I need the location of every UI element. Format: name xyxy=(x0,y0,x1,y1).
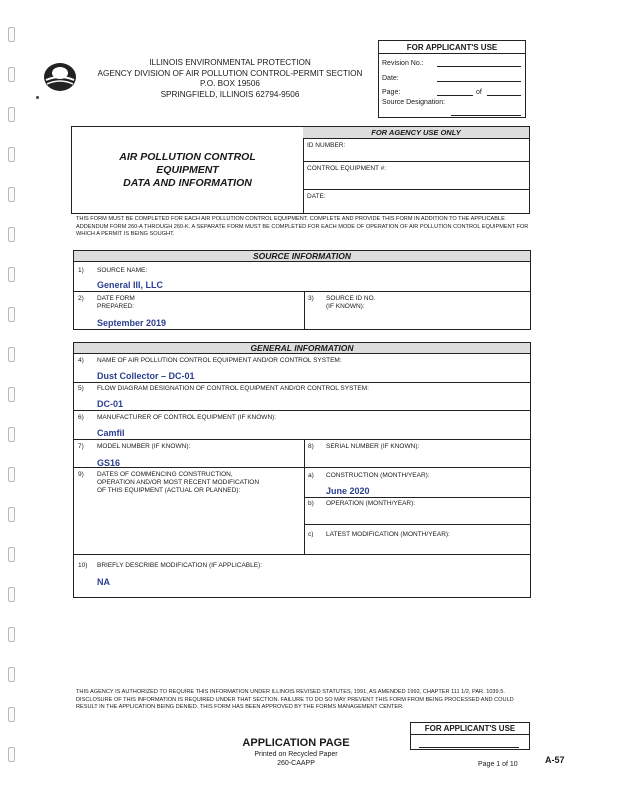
q9a-number: a) xyxy=(308,472,314,479)
source-name-label: SOURCE NAME: xyxy=(97,267,148,274)
flow-diagram-value[interactable]: DC-01 xyxy=(97,399,124,409)
form-title xyxy=(72,151,303,190)
q9c-number: c) xyxy=(308,531,314,538)
footer-applicant-use-box xyxy=(410,722,530,750)
date-prepared-label-line: PREPARED: xyxy=(97,303,135,310)
source-id-label xyxy=(326,295,375,311)
page-total-input[interactable] xyxy=(487,95,521,96)
dot-mark xyxy=(36,96,39,99)
q10-number: 10) xyxy=(78,562,88,569)
latest-modification-label: LATEST MODIFICATION (MONTH/YEAR): xyxy=(326,531,450,538)
general-information-section xyxy=(73,342,531,598)
operation-date-label: OPERATION (MONTH/YEAR): xyxy=(326,500,416,507)
dates-label-line: DATES OF COMMENCING CONSTRUCTION, xyxy=(97,471,233,478)
date-label: Date: xyxy=(382,75,399,82)
dates-label-line: OF THIS EQUIPMENT (ACTUAL OR PLANNED): xyxy=(97,487,241,494)
source-information-section xyxy=(73,250,531,330)
form-title-line: DATA AND INFORMATION xyxy=(123,177,252,189)
general-information-title: GENERAL INFORMATION xyxy=(250,343,354,353)
applicant-use-box xyxy=(378,40,526,118)
binder-hole xyxy=(8,27,15,42)
disclaimer-text: THIS AGENCY IS AUTHORIZED TO REQUIRE THIS INFORMATION UNDER ILLINOIS REVISED STATUTES, 1991, AS AMENDED 1992, CHAPTER 111 1/2, PAR. 1039.5. DISCLOSURE OF THIS INFORMATION IS REQUIRED UNDER THAT SECTION. FAILURE TO DO SO MAY PREVENT THIS FORM FROM BEING PROCESSED AND COULD RESULT IN THE APPLICATION BEING DENIED. THIS FORM HAS BEEN APPROVED BY THE FORMS MANAGEMENT CENTER. xyxy=(76,689,514,710)
binder-hole xyxy=(8,227,15,242)
agency-line: SPRINGFIELD, ILLINOIS 62794-9506 xyxy=(160,89,300,99)
q8-number: 8) xyxy=(308,443,314,450)
source-id-label-line: (IF KNOWN): xyxy=(326,303,365,310)
date-input[interactable] xyxy=(437,81,521,82)
binder-hole xyxy=(8,587,15,602)
q2-number: 2) xyxy=(78,295,84,302)
control-equipment-name-value[interactable]: Dust Collector – DC-01 xyxy=(97,371,195,381)
q9-number: 9) xyxy=(78,471,84,478)
page-input[interactable] xyxy=(437,95,473,96)
binder-hole xyxy=(8,307,15,322)
dates-label xyxy=(97,471,259,495)
binder-hole xyxy=(8,387,15,402)
modification-description-label: BRIEFLY DESCRIBE MODIFICATION (IF APPLICABLE): xyxy=(97,562,263,569)
q5-number: 5) xyxy=(78,385,84,392)
instructions-text: THIS FORM MUST BE COMPLETED FOR EACH AIR POLLUTION CONTROL EQUIPMENT. COMPLETE AND PROVIDE THIS FORM IN ADDITION TO THE APPLICABLE ADDENDUM FORM 260-A THROUGH 260-K. A SEPARATE FORM MUST BE COMPLETED FOR EACH MODE OF OPERATION OF AIR POLLUTION CONTROL EQUIPMENT FOR WHICH A PERMIT IS BEING SOUGHT. xyxy=(76,216,529,237)
binder-hole xyxy=(8,667,15,682)
footer-applicant-input[interactable] xyxy=(419,747,519,748)
binder-hole xyxy=(8,547,15,562)
q1-number: 1) xyxy=(78,267,84,274)
binder-hole xyxy=(8,267,15,282)
form-title-line: EQUIPMENT xyxy=(156,164,219,176)
source-information-title: SOURCE INFORMATION xyxy=(252,251,352,261)
construction-date-value[interactable]: June 2020 xyxy=(326,486,370,496)
binder-hole xyxy=(8,427,15,442)
footer-applicant-use-title: FOR APPLICANT'S USE xyxy=(424,724,516,733)
binder-hole xyxy=(8,467,15,482)
revision-input[interactable] xyxy=(437,66,521,67)
q3-number: 3) xyxy=(308,295,314,302)
of-label: of xyxy=(476,89,482,96)
binder-hole xyxy=(8,147,15,162)
q9b-number: b) xyxy=(308,500,314,507)
q6-number: 6) xyxy=(78,414,84,421)
modification-description-value[interactable]: NA xyxy=(97,577,110,587)
agency-logo-icon xyxy=(43,62,77,92)
binder-hole xyxy=(8,107,15,122)
serial-number-label: SERIAL NUMBER (IF KNOWN): xyxy=(326,443,420,450)
title-block xyxy=(71,126,530,214)
binder-hole xyxy=(8,187,15,202)
agency-use-title: FOR AGENCY USE ONLY xyxy=(371,128,461,137)
revision-label: Revision No.: xyxy=(382,60,424,67)
agency-line: AGENCY DIVISION OF AIR POLLUTION CONTROL-PERMIT SECTION xyxy=(97,68,363,78)
binder-hole xyxy=(8,747,15,762)
dates-label-line: OPERATION AND/OR MOST RECENT MODIFICATION xyxy=(97,479,260,486)
applicant-use-title: FOR APPLICANT'S USE xyxy=(406,43,498,52)
q7-number: 7) xyxy=(78,443,84,450)
id-number-label: ID NUMBER: xyxy=(307,142,346,149)
flow-diagram-label: FLOW DIAGRAM DESIGNATION OF CONTROL EQUIPMENT AND/OR CONTROL SYSTEM: xyxy=(97,385,369,392)
control-equipment-name-label: NAME OF AIR POLLUTION CONTROL EQUIPMENT AND/OR CONTROL SYSTEM: xyxy=(97,357,342,364)
binder-hole xyxy=(8,67,15,82)
control-equipment-label: CONTROL EQUIPMENT #: xyxy=(307,165,387,172)
binder-hole xyxy=(8,347,15,362)
application-page-title: APPLICATION PAGE xyxy=(242,737,350,749)
date-prepared-value[interactable]: September 2019 xyxy=(97,318,167,328)
manufacturer-value[interactable]: Camfil xyxy=(97,428,125,438)
model-number-value[interactable]: GS16 xyxy=(97,458,121,468)
printed-on-text: Printed on Recycled Paper xyxy=(254,751,338,758)
source-id-label-line: SOURCE ID NO. xyxy=(326,295,376,302)
source-designation-input[interactable] xyxy=(451,115,521,116)
model-number-label: MODEL NUMBER (IF KNOWN): xyxy=(97,443,191,450)
manufacturer-label: MANUFACTURER OF CONTROL EQUIPMENT (IF KNOWN): xyxy=(97,414,277,421)
agency-header xyxy=(80,58,380,100)
construction-date-label: CONSTRUCTION (MONTH/YEAR): xyxy=(326,472,430,479)
date-prepared-label-line: DATE FORM xyxy=(97,295,135,302)
agency-line: P.O. BOX 19506 xyxy=(200,79,260,88)
q4-number: 4) xyxy=(78,357,84,364)
date-prepared-label xyxy=(97,295,135,311)
source-name-value[interactable]: General III, LLC xyxy=(97,280,164,290)
page-of-text: Page 1 of 10 xyxy=(478,761,518,768)
binder-hole xyxy=(8,627,15,642)
binder-hole xyxy=(8,507,15,522)
source-designation-label: Source Designation: xyxy=(382,99,446,106)
page-code: A-57 xyxy=(545,755,565,765)
agency-date-label: DATE: xyxy=(307,193,326,200)
form-title-line: AIR POLLUTION CONTROL xyxy=(119,151,256,163)
binder-hole xyxy=(8,707,15,722)
form-number: 260-CAAPP xyxy=(277,760,315,767)
page-label: Page: xyxy=(382,89,401,96)
agency-line: ILLINOIS ENVIRONMENTAL PROTECTION xyxy=(149,58,311,67)
